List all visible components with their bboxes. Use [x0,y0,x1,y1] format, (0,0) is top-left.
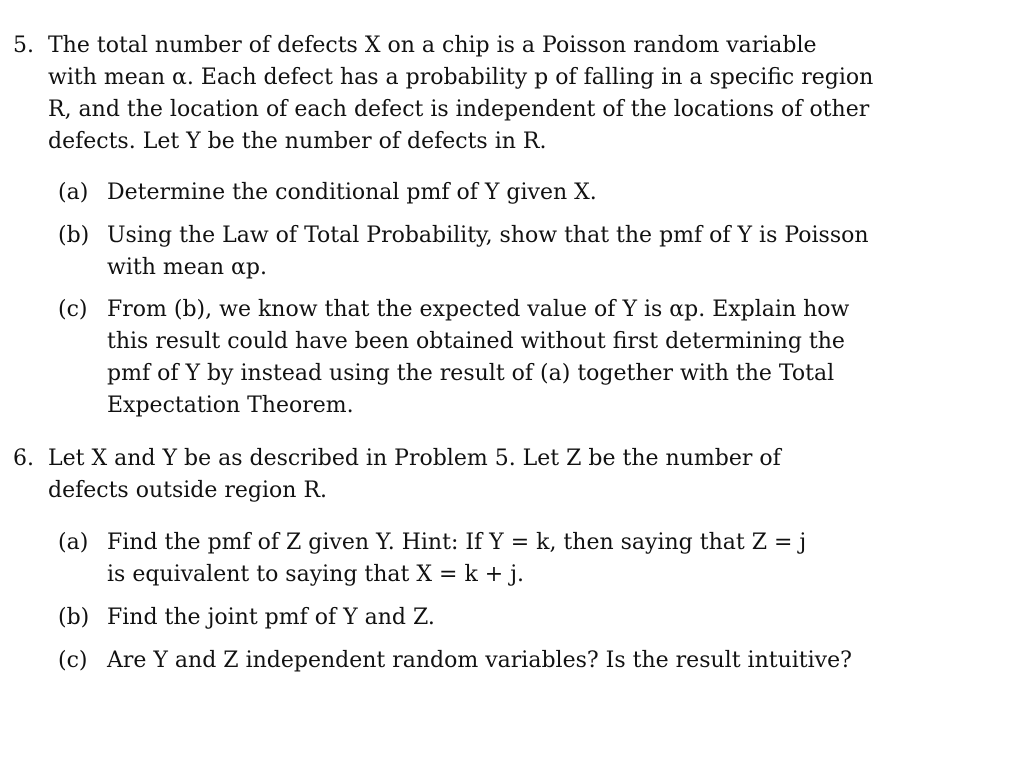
part-text [107,177,896,209]
part-line: From (b), we know that the expected value of Y is αp. Explain how [107,297,850,322]
part-label: (b) [58,605,90,630]
part-line: is equivalent to saying that X = k + j. [107,562,525,587]
part-text [107,645,896,677]
part-label: (a) [58,530,89,555]
statement-line: defects outside region R. [48,478,328,503]
part-label: (c) [58,648,88,673]
part-line: Find the pmf of Z given Y. Hint: If Y = k, then saying that Z = j [107,530,807,555]
part-line: with mean αp. [107,255,267,280]
problem-number: 6. [13,446,34,471]
statement-line: The total number of defects X on a chip is a Poisson random variable [48,33,817,58]
part-line: Find the joint pmf of Y and Z. [107,605,435,630]
problem-statement [48,443,896,507]
problem-statement [48,30,896,158]
part-text [107,220,896,284]
problem-number: 5. [13,33,34,58]
part-label: (c) [58,297,88,322]
part-line: Using the Law of Total Probability, show that the pmf of Y is Poisson [107,223,869,248]
statement-line: Let X and Y be as described in Problem 5. Let Z be the number of [48,446,781,471]
part-line: Determine the conditional pmf of Y given X. [107,180,597,205]
part-line: Are Y and Z independent random variables? Is the result intuitive? [107,648,852,673]
part-line: Expectation Theorem. [107,393,354,418]
part-label: (b) [58,223,90,248]
statement-line: R, and the location of each defect is independent of the locations of other [48,97,870,122]
part-text [107,602,896,634]
part-line: this result could have been obtained without first determining the [107,329,845,354]
part-line: pmf of Y by instead using the result of (a) together with the Total [107,361,835,386]
statement-line: with mean α. Each defect has a probability p of falling in a specific region [48,65,874,90]
part-text [107,527,896,591]
part-text [107,294,896,422]
statement-line: defects. Let Y be the number of defects in R. [48,129,547,154]
part-label: (a) [58,180,89,205]
